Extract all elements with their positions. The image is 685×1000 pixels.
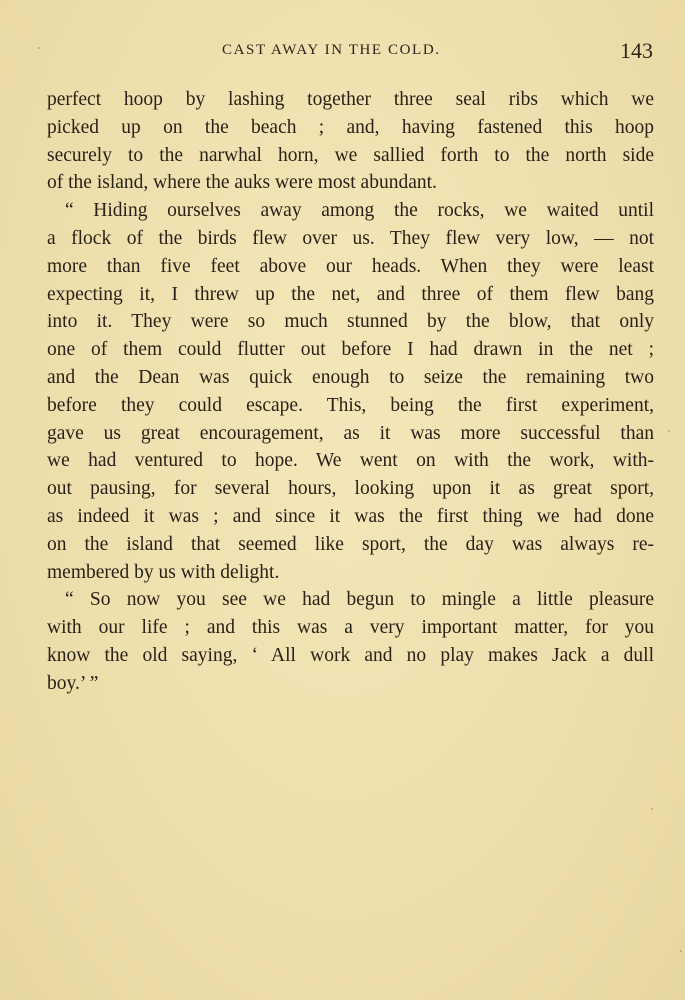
text-line: and the Dean was quick enough to seize the remaining two [47,366,654,388]
body-text [47,86,654,698]
text-line: as indeed it was ; and since it was the first thing we had done [47,505,654,527]
paper-speck [680,950,682,952]
text-line: into it. They were so much stunned by the blow, that only [47,311,654,333]
text-line: know the old saying, ‘ All work and no play makes Jack a dull [47,644,654,666]
text-line: one of them could flutter out before I had drawn in the net ; [47,339,654,361]
text-line: securely to the narwhal horn, we sallied forth to the north side [47,144,654,166]
paper-speck [668,430,670,432]
text-line: “ So now you see we had begun to mingle a little pleasure [65,589,654,611]
page-number: 143 [620,38,653,63]
text-line: gave us great encouragement, as it was more successful than [47,422,654,444]
text-line: picked up on the beach ; and, having fastened this hoop [47,116,654,138]
text-line: we had ventured to hope. We went on with the work, with- [47,450,654,472]
text-line: more than five feet above our heads. When they were least [47,255,654,277]
text-line: with our life ; and this was a very important matter, for you [47,617,654,639]
text-line: out pausing, for several hours, looking upon it as great sport, [47,478,654,500]
text-line: “ Hiding ourselves away among the rocks, we waited until [65,200,654,222]
text-line: expecting it, I threw up the net, and three of them flew bang [47,283,654,305]
running-head [0,38,685,68]
text-line: a flock of the birds flew over us. They flew very low, — not [47,227,654,249]
running-title: CAST AWAY IN THE COLD. [222,42,441,58]
text-line: perfect hoop by lashing together three seal ribs which we [47,89,654,110]
paper-speck [38,47,40,49]
text-line: of the island, where the auks were most abundant. [47,172,437,194]
text-line: boy.’ ” [47,672,99,694]
text-line: on the island that seemed like sport, the day was always re- [47,533,654,555]
text-line: membered by us with delight. [47,561,280,583]
paper-speck [651,808,653,810]
text-line: before they could escape. This, being the first experiment, [47,394,654,416]
